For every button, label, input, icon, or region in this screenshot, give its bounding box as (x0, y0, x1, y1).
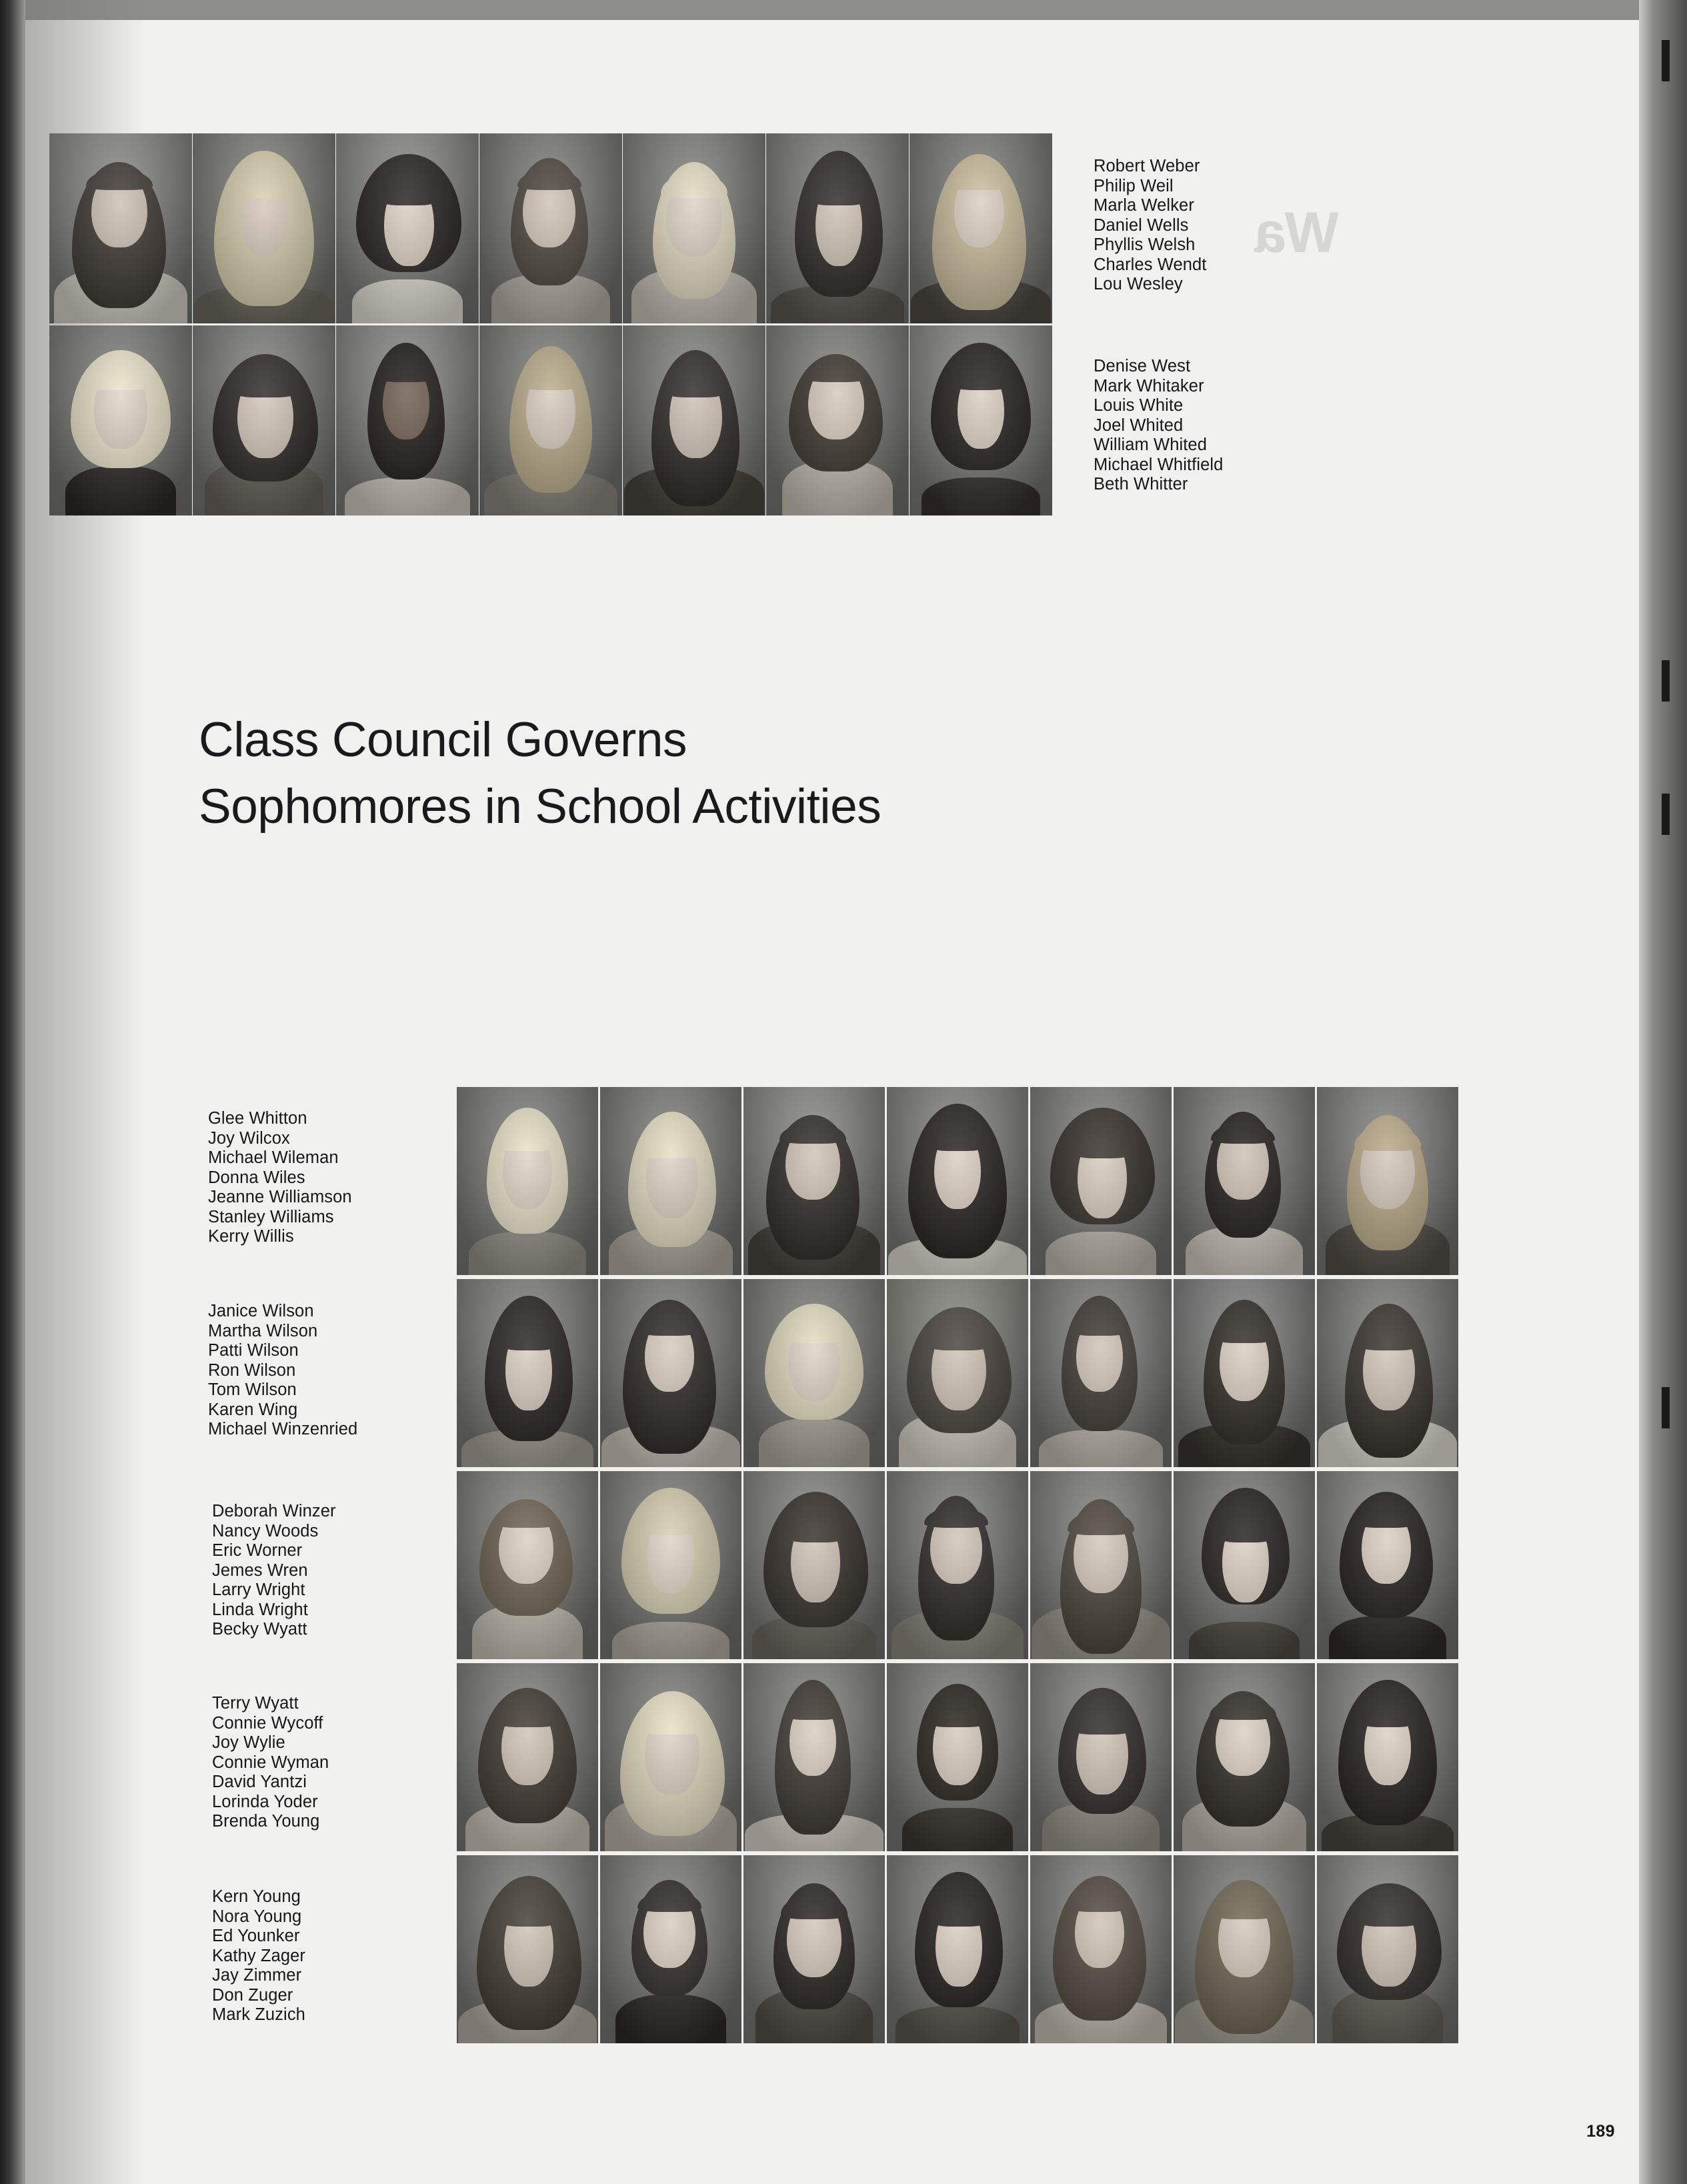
student-name: Nora Young (212, 1907, 302, 1926)
student-portrait (336, 133, 479, 323)
student-portrait (743, 1471, 885, 1659)
student-portrait (743, 1855, 885, 2043)
student-portrait (457, 1855, 598, 2043)
student-name: Donna Wiles (208, 1168, 305, 1187)
student-name: William Whited (1094, 435, 1208, 454)
student-portrait (887, 1087, 1028, 1275)
student-portrait (1317, 1855, 1458, 2043)
bleed-through-text: Wa (1254, 201, 1339, 265)
student-portrait (479, 133, 622, 323)
student-name: Stanley Williams (208, 1207, 334, 1226)
page-title (199, 707, 1399, 840)
student-name: Michael Whitfield (1094, 455, 1224, 474)
student-name: Lou Wesley (1094, 275, 1183, 293)
student-name: Charles Wendt (1094, 255, 1207, 274)
student-portrait (623, 133, 765, 323)
student-portrait (336, 325, 479, 515)
student-name: Kerry Willis (208, 1227, 294, 1246)
book-right-edge (1639, 0, 1687, 2184)
student-portrait (1174, 1855, 1315, 2043)
student-name: Beth Whitter (1094, 475, 1188, 493)
headline-line-1: Class Council Governs (199, 713, 687, 767)
student-name: Joy Wilcox (208, 1128, 290, 1148)
name-list-top-1 (1094, 157, 1207, 295)
scanner-edge-mark (1662, 660, 1670, 702)
student-name: Phyllis Welsh (1094, 235, 1196, 254)
student-name: Larry Wright (212, 1580, 305, 1599)
student-name: Jay Zimmer (212, 1966, 302, 1985)
student-name: Janice Wilson (208, 1302, 314, 1320)
student-name: Lorinda Yoder (212, 1792, 318, 1811)
student-name: Robert Weber (1094, 157, 1200, 175)
student-portrait (910, 325, 1052, 515)
student-name: Terry Wyatt (212, 1694, 299, 1713)
student-name: Deborah Winzer (212, 1502, 336, 1520)
student-name: Michael Winzenried (208, 1420, 358, 1438)
name-list-top-2 (1094, 357, 1223, 495)
student-name: Michael Wileman (208, 1148, 339, 1167)
student-portrait (743, 1663, 885, 1851)
book-gutter (0, 0, 25, 2184)
student-portrait (1174, 1471, 1315, 1659)
student-name: Martha Wilson (208, 1321, 318, 1340)
student-portrait (1317, 1279, 1458, 1467)
student-name: Ed Younker (212, 1927, 300, 1945)
scanner-edge-mark (1662, 794, 1670, 835)
student-portrait (743, 1279, 885, 1467)
student-name: Kern Young (212, 1887, 301, 1906)
student-portrait (49, 133, 192, 323)
name-list-bottom-5 (212, 1887, 305, 2025)
student-name: Eric Worner (212, 1541, 303, 1560)
student-portrait (1317, 1471, 1458, 1659)
student-portrait (1030, 1087, 1172, 1275)
student-name: Don Zuger (212, 1985, 293, 2005)
student-portrait (193, 325, 335, 515)
student-name: Marla Welker (1094, 196, 1194, 215)
student-name: Daniel Wells (1094, 215, 1189, 235)
student-name: Jeanne Williamson (208, 1188, 352, 1206)
student-name: Jemes Wren (212, 1560, 308, 1580)
student-name: Becky Wyatt (212, 1620, 307, 1639)
name-list-bottom-1 (208, 1109, 352, 1247)
student-portrait (457, 1663, 598, 1851)
student-portrait (1317, 1087, 1458, 1275)
name-list-bottom-2 (208, 1302, 357, 1440)
student-name: Brenda Young (212, 1812, 320, 1831)
student-portrait (910, 133, 1052, 323)
student-portrait (49, 325, 192, 515)
student-portrait (457, 1471, 598, 1659)
student-name: Connie Wycoff (212, 1713, 323, 1733)
student-name: Glee Whitton (208, 1109, 307, 1128)
student-name: Mark Zuzich (212, 2005, 305, 2024)
student-name: Nancy Woods (212, 1521, 319, 1540)
student-portrait (479, 325, 622, 515)
student-name: Denise West (1094, 357, 1191, 375)
student-portrait (623, 325, 765, 515)
student-name: Joel Whited (1094, 415, 1184, 435)
student-portrait (887, 1279, 1028, 1467)
student-name: Louis White (1094, 396, 1184, 415)
student-portrait (457, 1279, 598, 1467)
student-portrait (766, 133, 909, 323)
student-portrait (1030, 1471, 1172, 1659)
student-portrait (1317, 1663, 1458, 1851)
student-name: Philip Weil (1094, 176, 1174, 195)
student-name: Kathy Zager (212, 1946, 306, 1965)
student-portrait (887, 1855, 1028, 2043)
student-portrait (766, 325, 909, 515)
student-portrait (1030, 1855, 1172, 2043)
student-name: Tom Wilson (208, 1380, 297, 1399)
page-number: 189 (1586, 2122, 1615, 2141)
scanner-edge-mark (1662, 1387, 1670, 1428)
student-name: Joy Wylie (212, 1733, 285, 1752)
student-portrait (600, 1855, 741, 2043)
student-portrait (887, 1663, 1028, 1851)
student-portrait (600, 1663, 741, 1851)
student-name: Karen Wing (208, 1400, 298, 1419)
student-name: Ron Wilson (208, 1360, 296, 1380)
student-portrait (1174, 1279, 1315, 1467)
student-name: Linda Wright (212, 1600, 308, 1619)
student-portrait (1174, 1663, 1315, 1851)
scanner-edge-mark (1662, 40, 1670, 81)
student-portrait (600, 1471, 741, 1659)
student-name: Patti Wilson (208, 1341, 299, 1360)
student-portrait (600, 1279, 741, 1467)
scan-top-band (25, 0, 1639, 20)
student-portrait (887, 1471, 1028, 1659)
student-name: Mark Whitaker (1094, 376, 1204, 395)
student-portrait (1030, 1663, 1172, 1851)
student-portrait (193, 133, 335, 323)
headline-line-2: Sophomores in School Activities (199, 780, 882, 834)
student-portrait (1030, 1279, 1172, 1467)
student-portrait (743, 1087, 885, 1275)
student-name: David Yantzi (212, 1773, 307, 1791)
student-portrait (1174, 1087, 1315, 1275)
student-portrait (600, 1087, 741, 1275)
name-list-bottom-3 (212, 1502, 336, 1640)
student-portrait (457, 1087, 598, 1275)
student-name: Connie Wyman (212, 1753, 329, 1772)
name-list-bottom-4 (212, 1694, 329, 1832)
